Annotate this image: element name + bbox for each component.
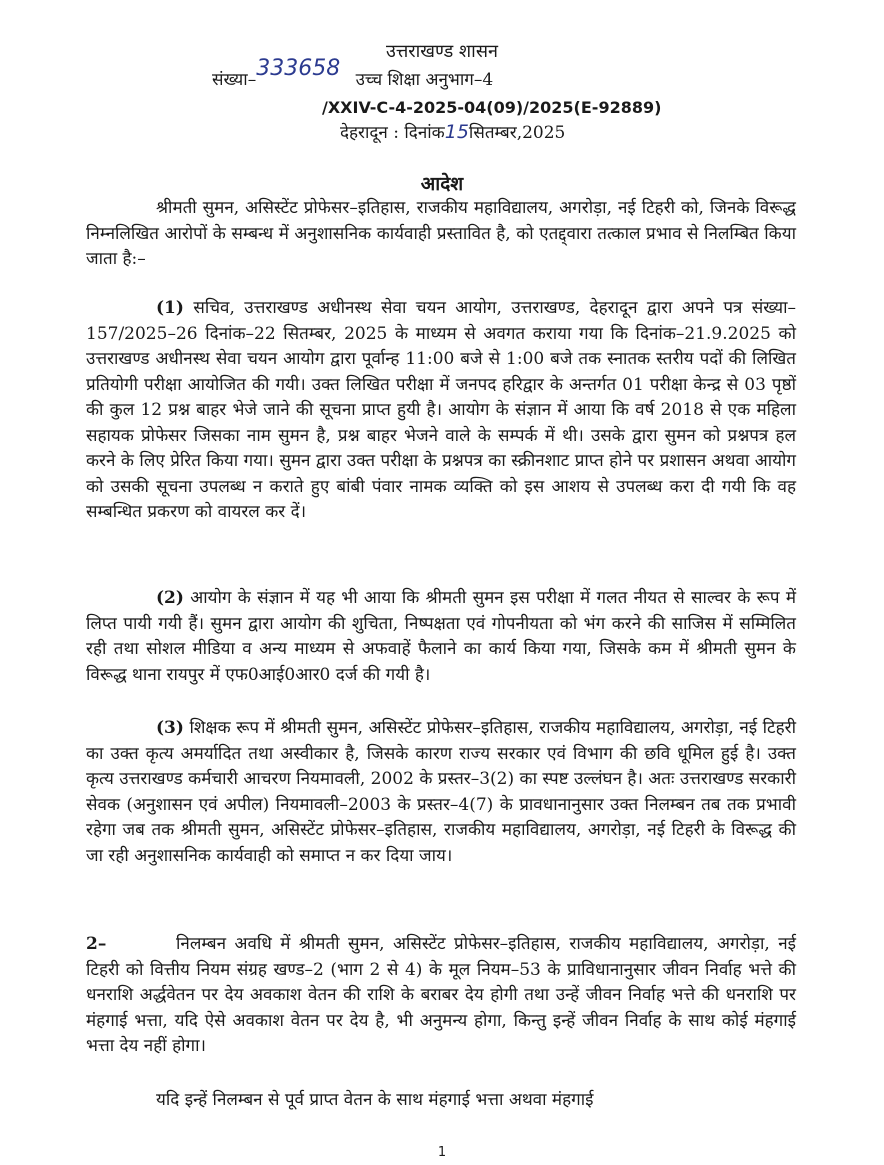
section-2	[86, 932, 796, 1060]
government-heading: उत्तराखण्ड शासन	[385, 41, 498, 62]
point-text: आयोग के संज्ञान में यह भी आया कि श्रीमती सुमन इस परीक्षा में गलत नीयत से साल्वर के रूप में लिप्त पायी गयी हैं। सुमन द्वारा आयोग की शुचिता, निष्पक्षता एवं गोपनीयता को भंग करने की साजिस में सम्मिलित रही तथा सोशल मीडिया व अन्य माध्यम से अफवाहें फैलाने का कार्य किया गया, जिसके कम में श्रीमती सुमन के विरूद्ध थाना रायपुर में एफ0आई0आर0 दर्ज की गयी है।	[86, 588, 797, 685]
sankhya-label: संख्या–	[212, 70, 257, 90]
section-text: निलम्बन अवधि में श्रीमती सुमन, असिस्टेंट प्रोफेसर–इतिहास, राजकीय महाविद्यालय, अगरोड़ा, नई टिहरी को वित्तीय नियम संग्रह खण्ड–2 (भाग 2 से 4) के मूल नियम–53 के प्राविधानानुसार जीवन निर्वाह भत्ते की धनराशि अर्द्धवेतन पर देय अवकाश वेतन की राशि के बराबर देय होगी तथा उन्हें जीवन निर्वाह भत्ते की धनराशि पर मंहगाई भत्ता, यदि ऐसे अवकाश वेतन पर देय है, भी अनुमन्य होगा, किन्तु इन्हें जीवन निर्वाह के साथ कोई मंहगाई भत्ता देय नहीं होगा।	[86, 934, 796, 1056]
section-name: उच्च शिक्षा अनुभाग–4	[355, 70, 494, 90]
point-2	[86, 586, 796, 688]
sankhya-line	[212, 56, 494, 91]
point-3	[86, 716, 796, 869]
page-number: 1	[437, 1145, 447, 1160]
reference-number: /XXIV-C-4-2025-04(09)/2025(E-92889)	[322, 98, 662, 117]
intro-paragraph: श्रीमती सुमन, असिस्टेंट प्रोफेसर–इतिहास, राजकीय महाविद्यालय, अगरोड़ा, नई टिहरी को, जिनके विरूद्ध निम्नलिखित आरोपों के सम्बन्ध में अनुशासनिक कार्यवाही प्रस्तावित है, को एतद्द्वारा तत्काल प्रभाव से निलम्बित किया जाता है:–	[86, 198, 796, 269]
date-line	[340, 120, 565, 143]
handwritten-sankhya: 333658	[256, 56, 341, 81]
closing-paragraph: यदि इन्हें निलम्बन से पूर्व प्राप्त वेतन के साथ मंहगाई भत्ता अथवा मंहगाई	[156, 1090, 594, 1110]
handwritten-date: 15	[444, 121, 469, 143]
point-text: सचिव, उत्तराखण्ड अधीनस्थ सेवा चयन आयोग, उत्तराखण्ड, देहरादून द्वारा अपने पत्र संख्या–157/2025–26 दिनांक–22 सितम्बर, 2025 के माध्यम से अवगत कराया गया कि दिनांक–21.9.2025 को उत्तराखण्ड अधीनस्थ सेवा चयन आयोग द्वारा पूर्वान्ह 11:00 बजे से 1:00 बजे तक स्नातक स्तरीय पदों की लिखित प्रतियोगी परीक्षा आयोजित की गयी। उक्त लिखित परीक्षा में जनपद हरिद्वार के अन्तर्गत 01 परीक्षा केन्द्र से 03 पृष्ठों की कुल 12 प्रश्न बाहर भेजे जाने की सूचना प्राप्त हुयी है। आयोग के संज्ञान में आया कि वर्ष 2018 से एक महिला सहायक प्रोफेसर जिसका नाम सुमन है, प्रश्न बाहर भेजने वाले के सम्पर्क में थी। उसके द्वारा सुमन को प्रश्नपत्र हल करने के लिए प्रेरित किया गया। सुमन द्वारा उक्त परीक्षा के प्रश्नपत्र का स्क्रीनशाट प्राप्त होने पर प्रशासन अथवा आयोग को उसकी सूचना उपलब्ध न कराते हुए बांबी पंवार नामक व्यक्ति को इस आशय से उपलब्ध करा दी गयी कि वह सम्बन्धित प्रकरण को वायरल कर दें।	[86, 298, 797, 522]
point-number: (1)	[156, 298, 184, 318]
point-number: (2)	[156, 588, 184, 608]
date-label: देहरादून : दिनांक	[340, 123, 445, 143]
section-number: 2–	[86, 934, 107, 954]
point-1	[86, 296, 796, 526]
order-title: आदेश	[420, 173, 464, 195]
point-text: शिक्षक रूप में श्रीमती सुमन, असिस्टेंट प्रोफेसर–इतिहास, राजकीय महाविद्यालय, अगरोड़ा, नई टिहरी का उक्त कृत्य अमर्यादित तथा अस्वीकार है, जिसके कारण राज्य सरकार एवं विभाग की छवि धूमिल हुई है। उक्त कृत्य उत्तराखण्ड कर्मचारी आचरण नियमावली, 2002 के प्रस्तर–3(2) का स्पष्ट उल्लंघन है। अतः उत्तराखण्ड सरकारी सेवक (अनुशासन एवं अपील) नियमावली–2003 के प्रस्तर–4(7) के प्रावधानानुसार उक्त निलम्बन तब तक प्रभावी रहेगा जब तक श्रीमती सुमन, असिस्टेंट प्रोफेसर–इतिहास, राजकीय महाविद्यालय, अगरोड़ा, नई टिहरी के विरूद्ध की जा रही अनुशासनिक कार्यवाही को समाप्त न कर दिया जाय।	[86, 718, 796, 866]
point-number: (3)	[156, 718, 184, 738]
date-rest: सितम्बर,2025	[468, 123, 566, 143]
